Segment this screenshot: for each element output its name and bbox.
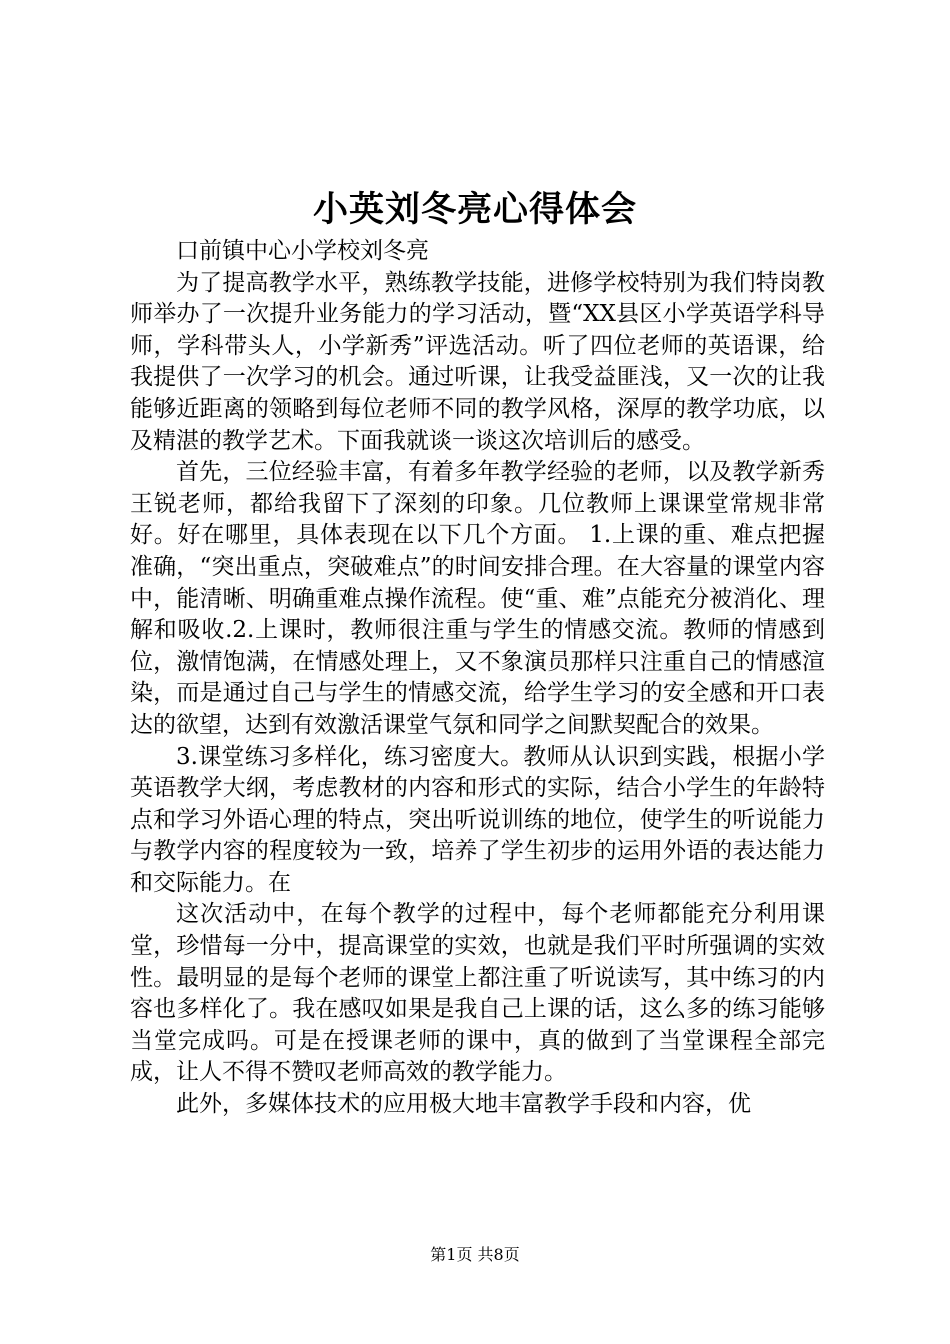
document-title: 小英刘冬亮心得体会: [312, 189, 637, 230]
body-paragraph-5: 此外，多媒体技术的应用极大地丰富教学手段和内容，优: [176, 1091, 751, 1118]
body-paragraph-2: 首先，三位经验丰富，有着多年教学经验的老师，以及教学新秀王锐老师，都给我留下了深刻的印象。几位教师上课课堂常规非常好。好在哪里，具体表现在以下几个方面。 1.上课的重、难点把握准确，“突出重点，突破难点”的时间安排合理。在大容量的课堂内容中，能清晰、明确重难点操作流程。使“重、难”点能充分被消化、理解和吸收.2.上课时，教师很注重与学生的情感交流。教师的情感到位，激情饱满，在情感处理上，又不象演员那样只注重自己的情感渲染，而是通过自己与学生的情感交流，给学生学习的安全感和开口表达的欲望，达到有效激活课堂气氛和同学之间默契配合的效果。: [130, 459, 825, 738]
page-number-footer: 第1页 共8页: [430, 1245, 520, 1264]
body-paragraph-1: 为了提高教学水平，熟练教学技能，进修学校特别为我们特岗教师举办了一次提升业务能力的学习活动，暨“XX县区小学英语学科导师，学科带头人，小学新秀”评选活动。听了四位老师的英语课，给我提供了一次学习的机会。通过听课，让我受益匪浅，又一次的让我能够近距离的领略到每位老师不同的教学风格，深厚的教学功底，以及精湛的教学艺术。下面我就谈一谈这次培训后的感受。: [130, 269, 825, 454]
author-line: 口前镇中心小学校刘冬亮: [176, 238, 429, 264]
document-body: [130, 236, 825, 1121]
body-paragraph-3: 3.课堂练习多样化，练习密度大。教师从认识到实践，根据小学英语教学大纲，考虑教材的内容和形式的实际，结合小学生的年龄特点和学习外语心理的特点，突出听说训练的地位，使学生的听说能力与教学内容的程度较为一致，培养了学生初步的运用外语的表达能力和交际能力。在: [130, 743, 825, 896]
body-paragraph-4: 这次活动中，在每个教学的过程中，每个老师都能充分利用课堂，珍惜每一分中，提高课堂的实效，也就是我们平时所强调的实效性。最明显的是每个老师的课堂上都注重了听说读写，其中练习的内容也多样化了。我在感叹如果是我自己上课的话，这么多的练习能够当堂完成吗。可是在授课老师的课中，真的做到了当堂课程全部完成，让人不得不赞叹老师高效的教学能力。: [130, 901, 825, 1086]
